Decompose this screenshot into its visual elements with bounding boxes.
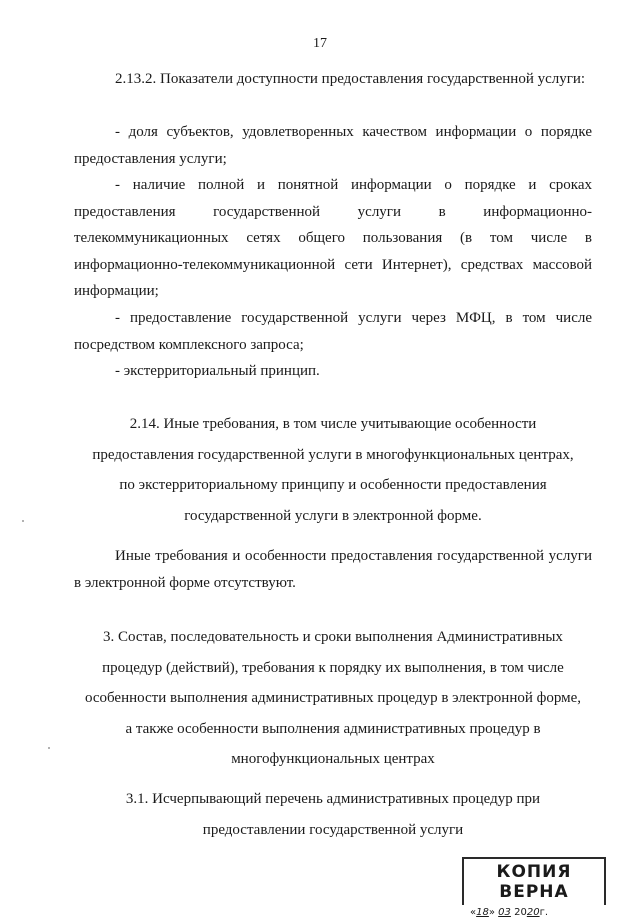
- section-heading-2-14-line: по экстерриториальному принципу и особенности предоставления: [119, 477, 547, 493]
- page-number: 17: [313, 36, 327, 51]
- paragraph-bullet-mfc: - предоставление государственной услуги через МФЦ, в том числе посредством комплексного запроса;: [74, 310, 592, 353]
- stamp-open-quote: «: [470, 907, 477, 918]
- section-heading-3-1-line: 3.1. Исчерпывающий перечень административных процедур при: [125, 791, 541, 807]
- section-heading-3-line: процедур (действий), требования к порядку их выполнения, в том числе: [102, 659, 564, 676]
- stamp-date: [464, 907, 604, 919]
- stamp-month: 03: [498, 907, 511, 918]
- section-heading-3: [74, 622, 592, 775]
- paragraph-other-requirements: Иные требования и особенности предоставления государственной услуги в электронной форме отсутствуют.: [74, 548, 592, 591]
- copy-certified-stamp: [462, 857, 606, 918]
- paragraph-bullet-info-quality: - доля субъектов, удовлетворенных качеством информации о порядке предоставления услуги;: [74, 124, 592, 167]
- paragraph-bullet-extraterritorial: - экстерриториальный принцип.: [115, 363, 320, 379]
- section-heading-3-1-line: предоставлении государственной услуги: [202, 821, 464, 838]
- section-heading-3-line: 3. Состав, последовательность и сроки выполнения Административных: [103, 629, 563, 645]
- section-heading-2-14-line: предоставления государственной услуги в многофункциональных центрах,: [92, 446, 574, 463]
- stamp-title: КОПИЯ ВЕРНА: [496, 862, 572, 902]
- section-heading-3-line: а также особенности выполнения административных процедур в: [125, 720, 541, 737]
- stamp-year-suffix: 20: [526, 907, 540, 918]
- stamp-year-prefix: 20: [514, 907, 527, 918]
- scan-speck: [22, 520, 24, 522]
- stamp-day: 18: [476, 907, 489, 918]
- section-heading-2-14-line: государственной услуги в электронной форме.: [184, 507, 482, 524]
- scan-speck: [48, 747, 50, 749]
- section-heading-2-14: [74, 409, 592, 531]
- paragraph-bullet-info-availability: - наличие полной и понятной информации о порядке и сроках предоставления государственной услуги в информационно-телекоммуникационных сетях общего пользования (в том числе в информационно-телекоммуникационной сети Интернет), средствах массовой информации;: [74, 177, 592, 299]
- stamp-year-unit: г.: [539, 907, 548, 918]
- section-heading-3-line: особенности выполнения административных процедур в электронной форме,: [84, 690, 582, 706]
- paragraph-2-13-2: 2.13.2. Показатели доступности предоставления государственной услуги:: [115, 71, 586, 87]
- section-heading-3-line: многофункциональных центрах: [231, 751, 435, 767]
- stamp-close-quote: »: [488, 907, 495, 918]
- section-heading-3-1: [74, 784, 592, 845]
- section-heading-2-14-line: 2.14. Иные требования, в том числе учитывающие особенности: [129, 416, 537, 432]
